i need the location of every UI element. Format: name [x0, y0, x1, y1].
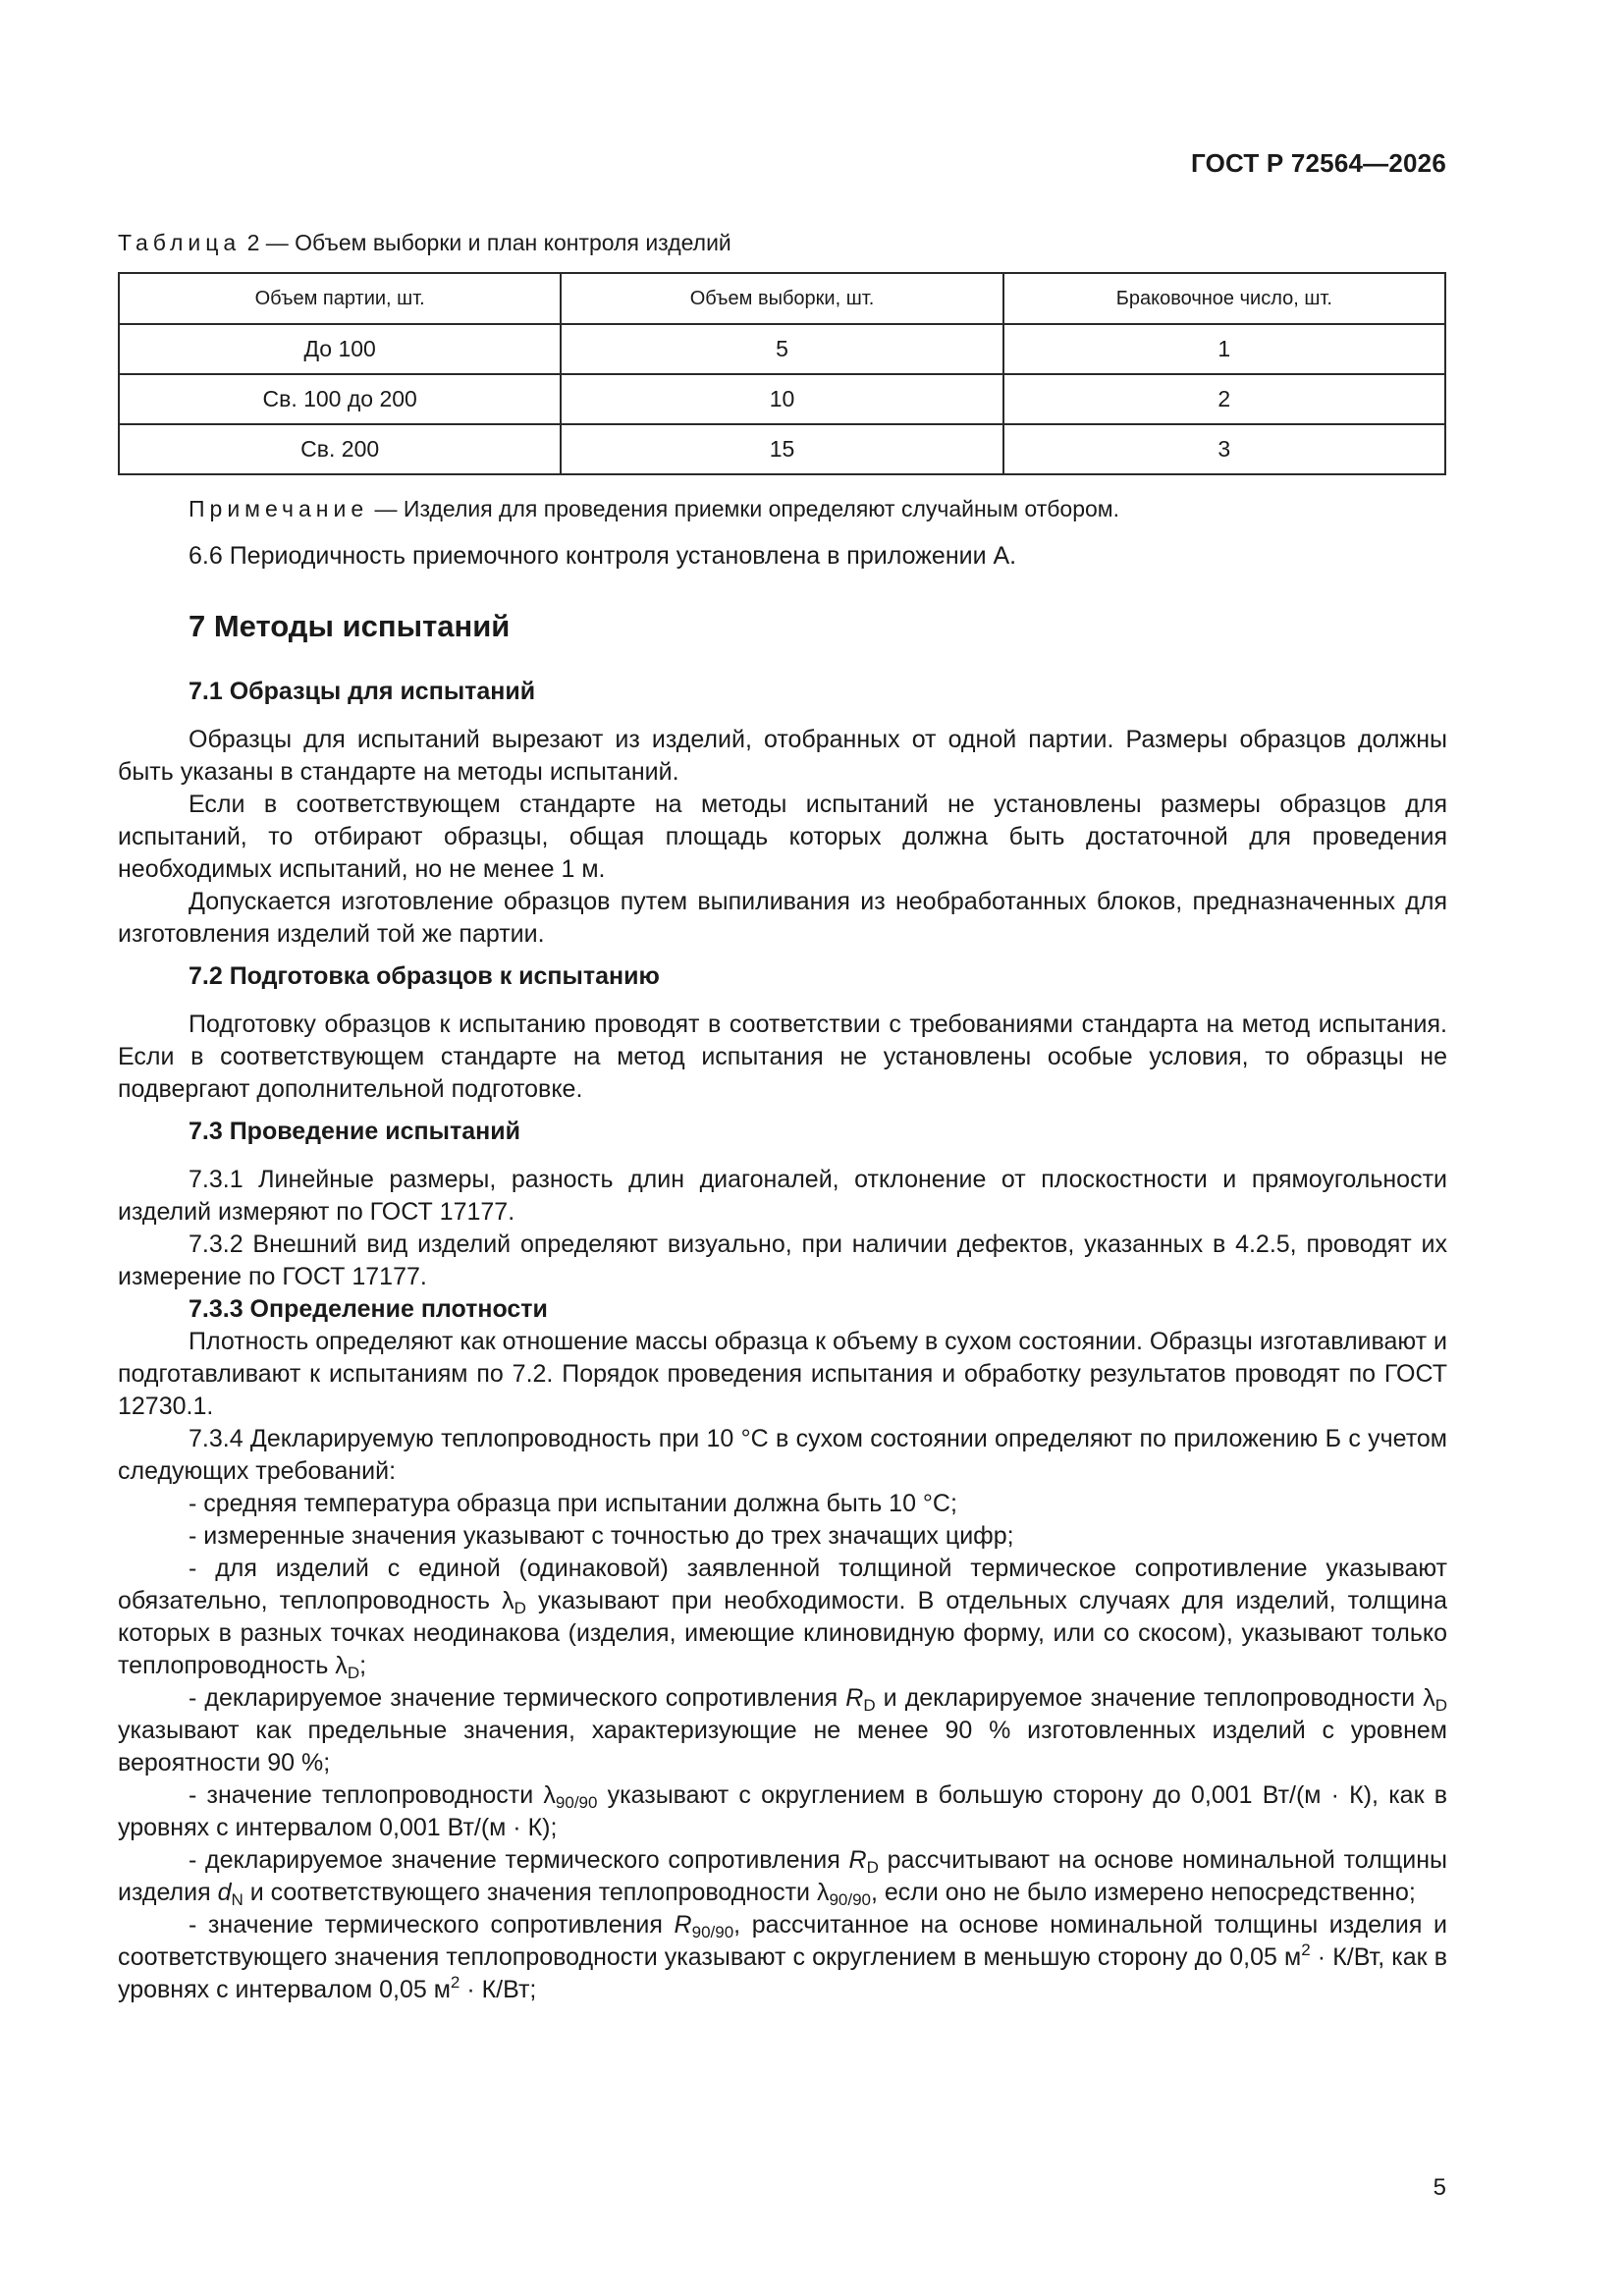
paragraph-7-3-4: 7.3.4 Декларируемую теплопроводность при 10 °С в сухом состоянии определяют по приложению Б с учетом следующих требований: — [118, 1425, 1447, 1485]
subsection-7-1-title: 7.1 Образцы для испытаний — [189, 678, 536, 705]
paragraph-7-3-2: 7.3.2 Внешний вид изделий определяют визуально, при наличии дефектов, указанных в 4.2.5, проводят их измерение по ГОСТ 17177. — [118, 1230, 1447, 1290]
list-item: - декларируемое значение термического сопротивления $R_D$ и декларируемое значение теплопроводности $\lambda_D$ указывают как предельные значения, характеризующие не менее 90 % изготовленных изделий с уровнем вероятности 90 %; — [118, 1684, 1447, 1777]
table-cell: Св. 200 — [119, 424, 561, 474]
table-title-text: 2 — Объем выборки и план контроля изделий — [246, 230, 731, 255]
subsection-7-3-3-title: 7.3.3 Определение плотности — [189, 1295, 548, 1323]
table-title — [118, 230, 731, 256]
table-cell: 15 — [561, 424, 1002, 474]
list-item: - значение теплопроводности $\lambda_{90/90}$ указывают с округлением в большую сторону до 0,001 Вт/(м · К), как в уровнях с интервалом 0,001 Вт/(м · К); — [118, 1781, 1447, 1841]
page-number: 5 — [1433, 2174, 1446, 2201]
note-text: — Изделия для проведения приемки определяют случайным отбором. — [368, 496, 1119, 521]
table-row — [119, 374, 1445, 424]
paragraph-6-6-block — [118, 540, 1447, 573]
table-header-cell: Браковочное число, шт. — [1003, 273, 1445, 324]
table-cell: 5 — [561, 324, 1002, 374]
table-note — [189, 496, 1119, 522]
paragraph-7-3-3: Плотность определяют как отношение массы образца к объему в сухом состоянии. Образцы изготавливают и подготавливают к испытаниям по 7.2. Порядок проведения испытания и обработку результатов проводят по ГОСТ 12730.1. — [118, 1328, 1447, 1420]
paragraph: Подготовку образцов к испытанию проводят в соответствии с требованиями стандарта на метод испытания. Если в соответствующем стандарте на метод испытания не установлены особые условия, то образцы не подвергают дополнительной подготовке. — [118, 1011, 1447, 1103]
table-title-prefix: Таблица — [118, 230, 242, 255]
subsection-7-2-title: 7.2 Подготовка образцов к испытанию — [189, 962, 660, 990]
paragraph: Образцы для испытаний вырезают из изделий, отобранных от одной партии. Размеры образцов должны быть указаны в стандарте на методы испытаний. — [118, 726, 1447, 786]
list-item: - значение термического сопротивления $R_{90/90}$, рассчитанное на основе номинальной толщины изделия и соответствующего значения теплопроводности указывают с округлением в меньшую сторону до 0,05 $м^2 \cdot К/Вт$, как в уровнях с интервалом 0,05 $м^2 \cdot К/Вт$; — [118, 1911, 1447, 2003]
table-row — [119, 324, 1445, 374]
table-header-cell: Объем выборки, шт. — [561, 273, 1002, 324]
standard-header: ГОСТ Р 72564—2026 — [1191, 148, 1446, 178]
table-cell: 1 — [1003, 324, 1445, 374]
list-item: - измеренные значения указывают с точностью до трех значащих цифр; — [189, 1522, 1014, 1550]
note-label: Примечание — [189, 496, 369, 521]
table-cell: 10 — [561, 374, 1002, 424]
table-header-cell: Объем партии, шт. — [119, 273, 561, 324]
list-item: - для изделий с единой (одинаковой) заявленной толщиной термическое сопротивление указывают обязательно, теплопроводность $\lambda_D$ указывают при необходимости. В отдельных случаях для изделий, толщина которых в разных точках неодинакова (изделия, имеющие клиновидную форму, или со скосом), указывают только теплопроводность $\lambda_D$; — [118, 1555, 1447, 1682]
paragraph-6-6: 6.6 Периодичность приемочного контроля установлена в приложении А. — [189, 542, 1017, 570]
paragraph: Допускается изготовление образцов путем выпиливания из необработанных блоков, предназначенных для изготовления изделий той же партии. — [118, 888, 1447, 948]
list-item: - декларируемое значение термического сопротивления $R_D$ рассчитывают на основе номинальной толщины изделия $d_N$ и соответствующего значения теплопроводности $\lambda_{90/90}$, если оно не было измерено непосредственно; — [118, 1846, 1447, 1909]
section-7-body — [118, 676, 1447, 2006]
list-item: - средняя температура образца при испытании должна быть 10 °С; — [189, 1490, 957, 1517]
table-row — [119, 424, 1445, 474]
subsection-7-3-title: 7.3 Проведение испытаний — [189, 1118, 520, 1145]
paragraph-7-3-1: 7.3.1 Линейные размеры, разность длин диагоналей, отклонение от плоскостности и прямоугольности изделий измеряют по ГОСТ 17177. — [118, 1166, 1447, 1226]
table-cell: 2 — [1003, 374, 1445, 424]
section-7-title: 7 Методы испытаний — [189, 609, 511, 643]
table-header-row — [119, 273, 1445, 324]
table-cell: До 100 — [119, 324, 561, 374]
table-cell: Св. 100 до 200 — [119, 374, 561, 424]
sampling-table — [118, 272, 1446, 475]
table-cell: 3 — [1003, 424, 1445, 474]
paragraph: Если в соответствующем стандарте на методы испытаний не установлены размеры образцов для испытаний, то отбирают образцы, общая площадь которых должна быть достаточной для проведения необходимых испытаний, но не менее 1 м. — [118, 791, 1447, 883]
